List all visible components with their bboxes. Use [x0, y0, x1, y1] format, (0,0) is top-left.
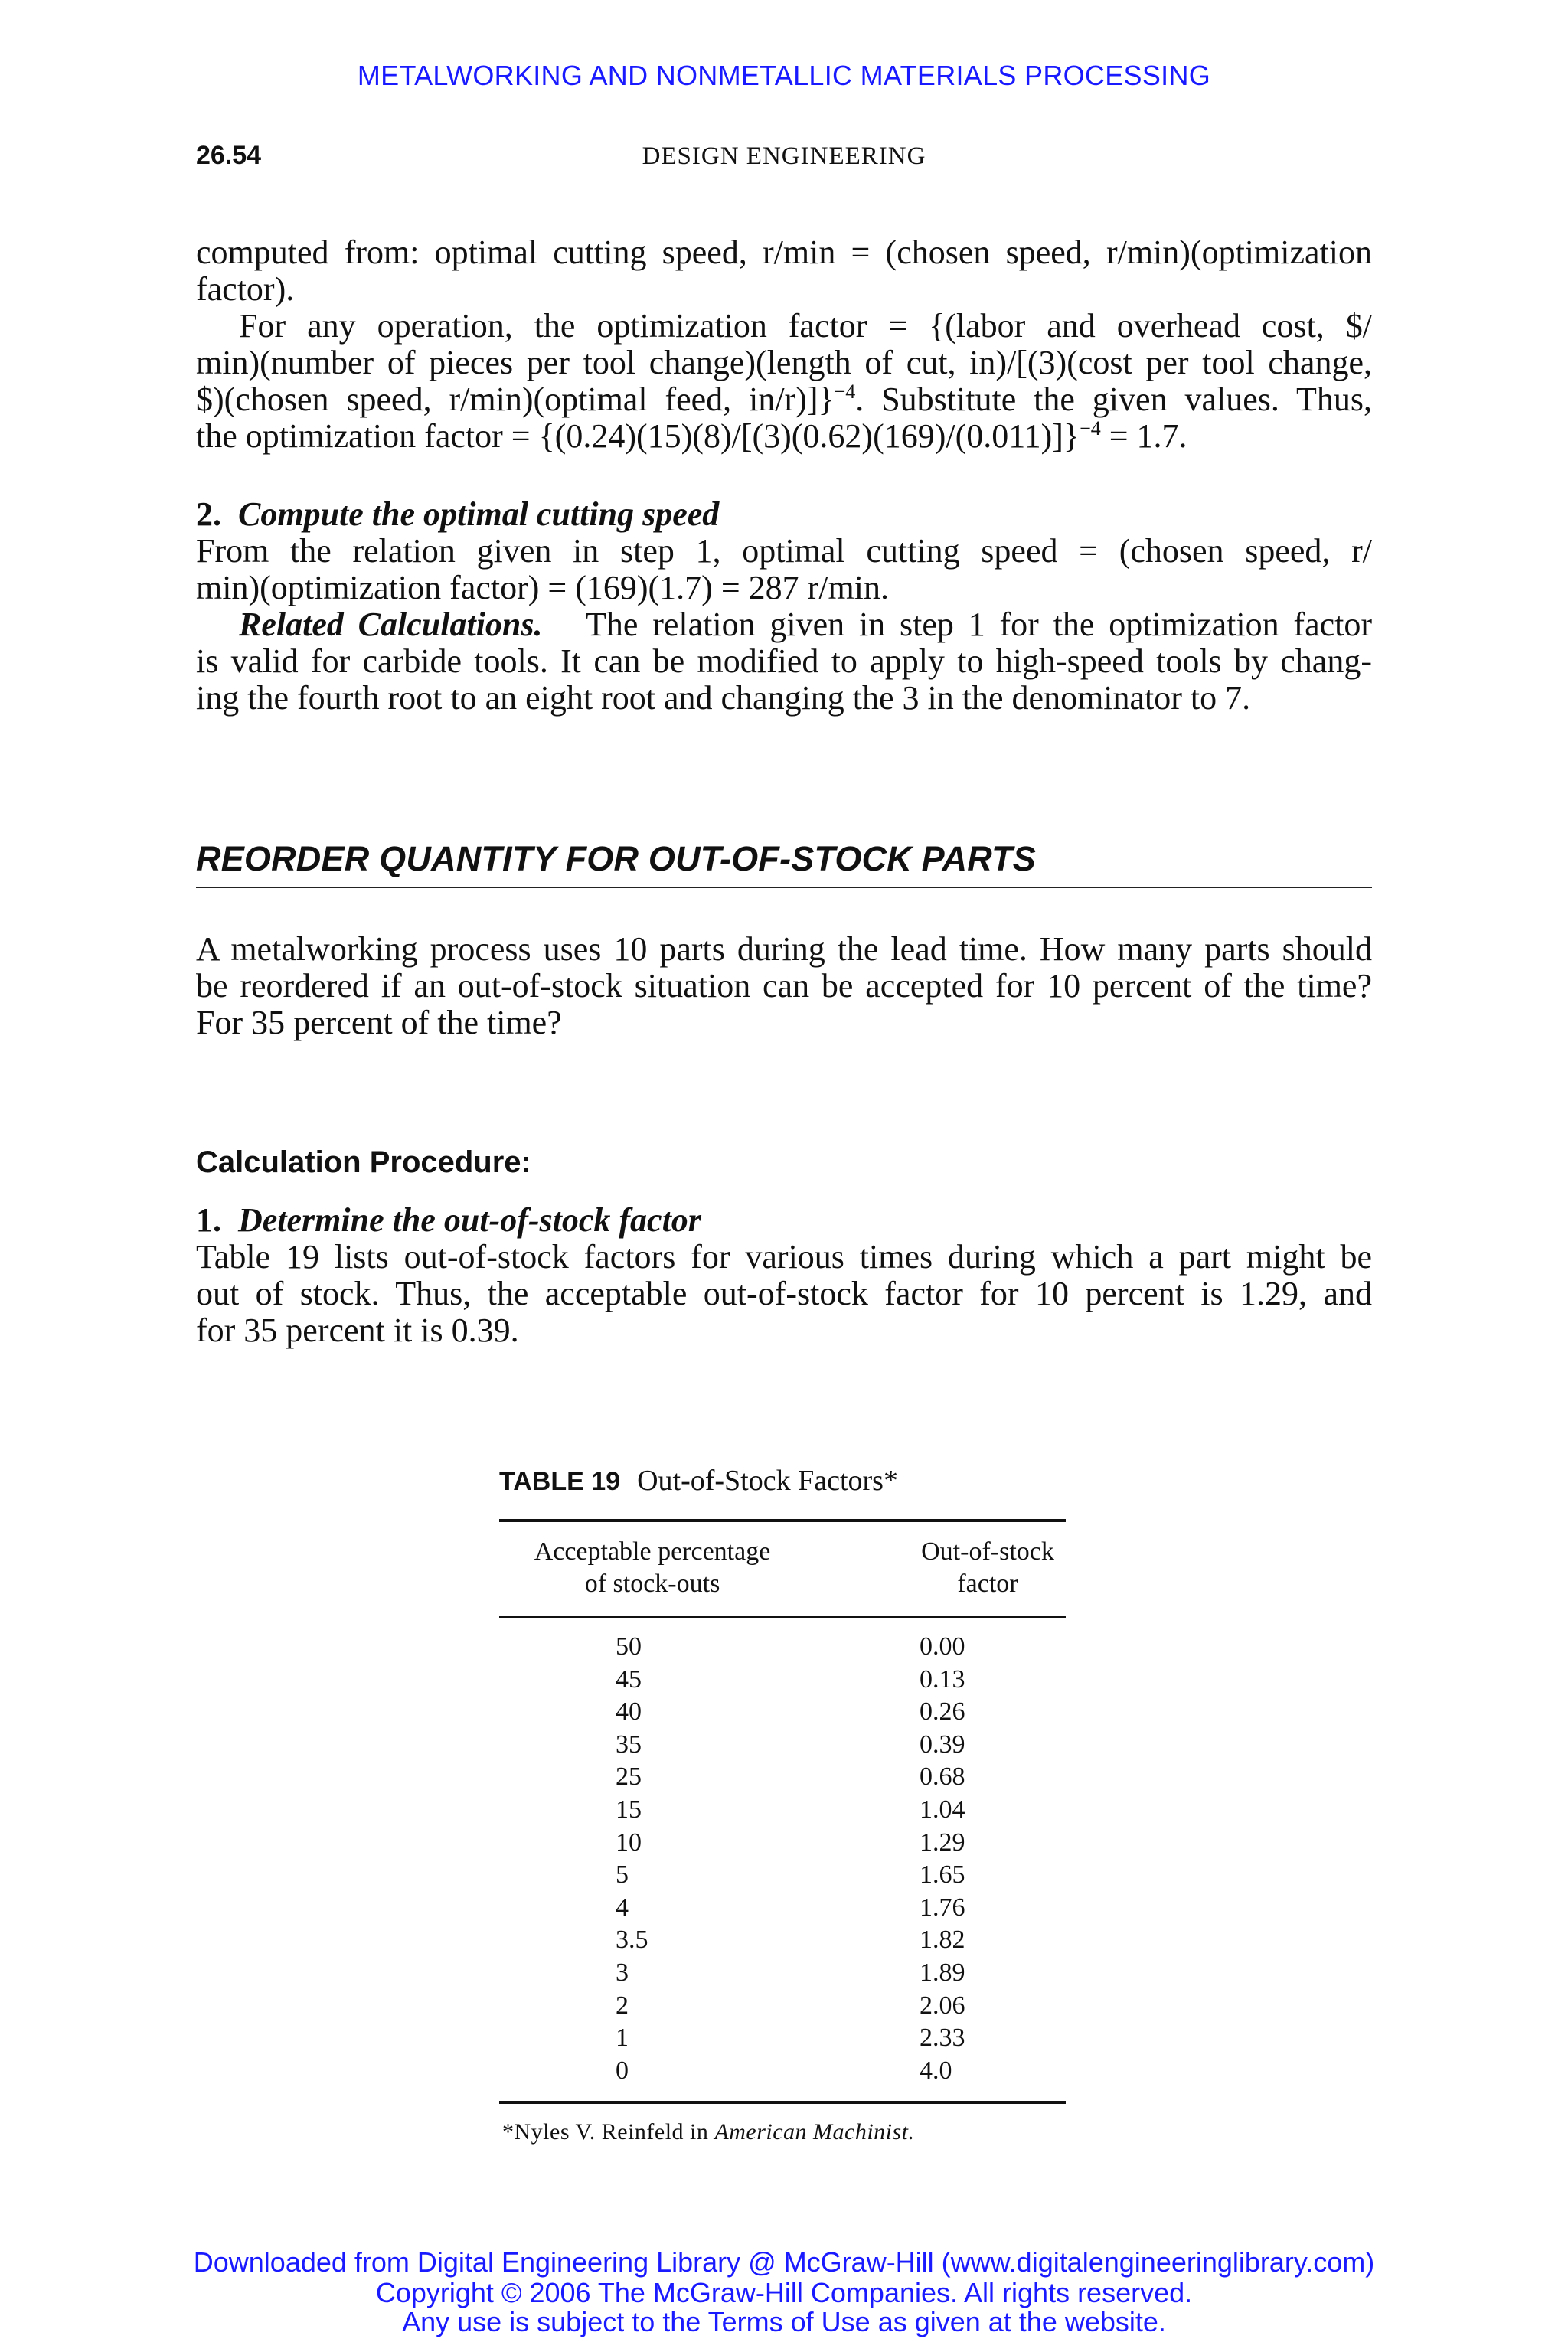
table-label: TABLE 19 [499, 1467, 621, 1496]
table-row [499, 1631, 1066, 1664]
text-line: is valid for carbide tools. It can be modified to apply to high-speed tools by chang- [196, 642, 1372, 680]
footer-terms[interactable]: Any use is subject to the Terms of Use as given at the website. [402, 2306, 1166, 2337]
paragraph-continued [196, 234, 1372, 308]
table-caption-text: Out-of-Stock Factors* [637, 1465, 898, 1497]
table-row [499, 1761, 1066, 1794]
step-title: Compute the optimal cutting speed [238, 495, 720, 533]
text-line [196, 606, 1372, 643]
cell-factor: 0.13 [920, 1664, 965, 1694]
table-row [499, 1794, 1066, 1827]
text-line: For any operation, the optimization factor = {(labor and overhead cost, $/ [239, 307, 1372, 345]
paragraph-optimization-factor [196, 308, 1372, 455]
table-bottom-rule [499, 2101, 1066, 2104]
table-row [499, 1827, 1066, 1860]
table-row [499, 1990, 1066, 2023]
text-line: computed from: optimal cutting speed, r/min = (chosen speed, r/min)(optimization [196, 234, 1372, 271]
text-line: ing the fourth root to an eight root and changing the 3 in the denominator to 7. [196, 679, 1251, 717]
table-row [499, 2055, 1066, 2088]
text-line: From the relation given in step 1, optimal cutting speed = (chosen speed, r/ [196, 532, 1372, 570]
table-body [499, 1631, 1066, 2087]
superscript: −4 [1080, 417, 1101, 439]
text-line [196, 418, 1372, 455]
superscript: −4 [834, 381, 856, 403]
step-2-heading [196, 496, 1372, 533]
cell-factor: 1.76 [920, 1893, 965, 1922]
cell-percentage: 4 [616, 1893, 629, 1922]
cell-percentage: 0 [616, 2056, 629, 2085]
header-line: of stock-outs [584, 1570, 720, 1598]
text-line: A metalworking process uses 10 parts during the lead time. How many parts should [196, 930, 1372, 968]
step-number: 1. [196, 1201, 221, 1239]
table-row [499, 2022, 1066, 2055]
text-line: min)(number of pieces per tool change)(length of cut, in)/[(3)(cost per tool change, [196, 344, 1372, 381]
text-fragment: $)(chosen speed, r/min)(optimal feed, in/r)]} [196, 381, 835, 418]
cell-percentage: 1 [616, 2024, 629, 2053]
table-row [499, 1696, 1066, 1729]
footnote-source: American Machinist. [714, 2119, 915, 2145]
text-fragment: The relation given in step 1 for the optimization factor [585, 606, 1373, 643]
text-line [196, 381, 1372, 418]
footer-copyright[interactable]: Copyright © 2006 The McGraw-Hill Companies. All rights reserved. [375, 2277, 1193, 2308]
footnote-text: *Nyles V. Reinfeld in [502, 2119, 715, 2145]
table-row [499, 1957, 1066, 1990]
cell-percentage: 3 [616, 1958, 629, 1987]
column-header-factor [873, 1536, 1102, 1600]
header-line: factor [957, 1570, 1018, 1598]
cell-percentage: 50 [616, 1632, 642, 1661]
text-line: out of stock. Thus, the acceptable out-of-stock factor for 10 percent is 1.29, and [196, 1275, 1372, 1312]
header-line: Acceptable percentage [534, 1537, 771, 1566]
cell-factor: 1.65 [920, 1860, 965, 1890]
cell-percentage: 5 [616, 1860, 629, 1890]
page-number: 26.54 [196, 141, 262, 170]
table-row [499, 1924, 1066, 1957]
cell-percentage: 35 [616, 1730, 642, 1759]
text-line: Table 19 lists out-of-stock factors for various times during which a part might be [196, 1238, 1372, 1276]
cell-factor: 4.0 [920, 2056, 952, 2085]
header-line: Out-of-stock [921, 1537, 1054, 1566]
column-header-percentage [499, 1536, 805, 1600]
text-fragment: . Substitute the given values. Thus, [855, 381, 1373, 418]
table-row [499, 1729, 1066, 1762]
section-rule [196, 887, 1372, 888]
cell-factor: 2.06 [920, 1991, 965, 2020]
cell-factor: 0.39 [920, 1730, 965, 1759]
text-fragment: = 1.7. [1100, 417, 1187, 455]
running-head: DESIGN ENGINEERING [642, 142, 926, 170]
related-calculations-label: Related Calculations. [239, 606, 543, 643]
cell-factor: 1.04 [920, 1795, 965, 1824]
cell-percentage: 25 [616, 1762, 642, 1792]
section-title: REORDER QUANTITY FOR OUT-OF-STOCK PARTS [196, 839, 1037, 878]
cell-percentage: 15 [616, 1795, 642, 1824]
step-title: Determine the out-of-stock factor [238, 1201, 701, 1239]
cell-percentage: 40 [616, 1697, 642, 1726]
cell-factor: 1.89 [920, 1958, 965, 1987]
text-line: factor). [196, 270, 295, 308]
cell-percentage: 3.5 [616, 1926, 648, 1955]
text-line: for 35 percent it is 0.39. [196, 1312, 519, 1349]
table-footnote [502, 2119, 915, 2145]
text-fragment: the optimization factor = {(0.24)(15)(8)/[(3)(0.62)(169)/(0.011)]} [196, 417, 1080, 455]
cell-factor: 0.26 [920, 1697, 965, 1726]
table-caption [499, 1464, 898, 1498]
cell-factor: 0.00 [920, 1632, 965, 1661]
cell-percentage: 10 [616, 1828, 642, 1857]
cell-percentage: 45 [616, 1664, 642, 1694]
text-line: min)(optimization factor) = (169)(1.7) = 287 r/min. [196, 569, 889, 606]
table-row [499, 1859, 1066, 1892]
cell-percentage: 2 [616, 1991, 629, 2020]
step-2-block [196, 496, 1372, 717]
cell-factor: 1.29 [920, 1828, 965, 1857]
step-number: 2. [196, 495, 221, 533]
footer-download-link[interactable]: Downloaded from Digital Engineering Library @ McGraw-Hill (www.digitalengineeringlibrary.com) [193, 2246, 1375, 2278]
text-line: be reordered if an out-of-stock situation can be accepted for 10 percent of the time? [196, 967, 1372, 1004]
step-1-heading [196, 1202, 1372, 1239]
problem-statement [196, 931, 1372, 1041]
cell-factor: 2.33 [920, 2024, 965, 2053]
header-banner[interactable]: METALWORKING AND NONMETALLIC MATERIALS PROCESSING [357, 60, 1211, 91]
table-top-rule [499, 1519, 1066, 1522]
table-row [499, 1664, 1066, 1697]
cell-factor: 0.68 [920, 1762, 965, 1792]
table-header-rule [499, 1616, 1066, 1618]
table-row [499, 1892, 1066, 1925]
text-line: For 35 percent of the time? [196, 1004, 562, 1041]
cell-factor: 1.82 [920, 1926, 965, 1955]
step-1-block [196, 1202, 1372, 1349]
calculation-procedure-heading: Calculation Procedure: [196, 1145, 531, 1179]
